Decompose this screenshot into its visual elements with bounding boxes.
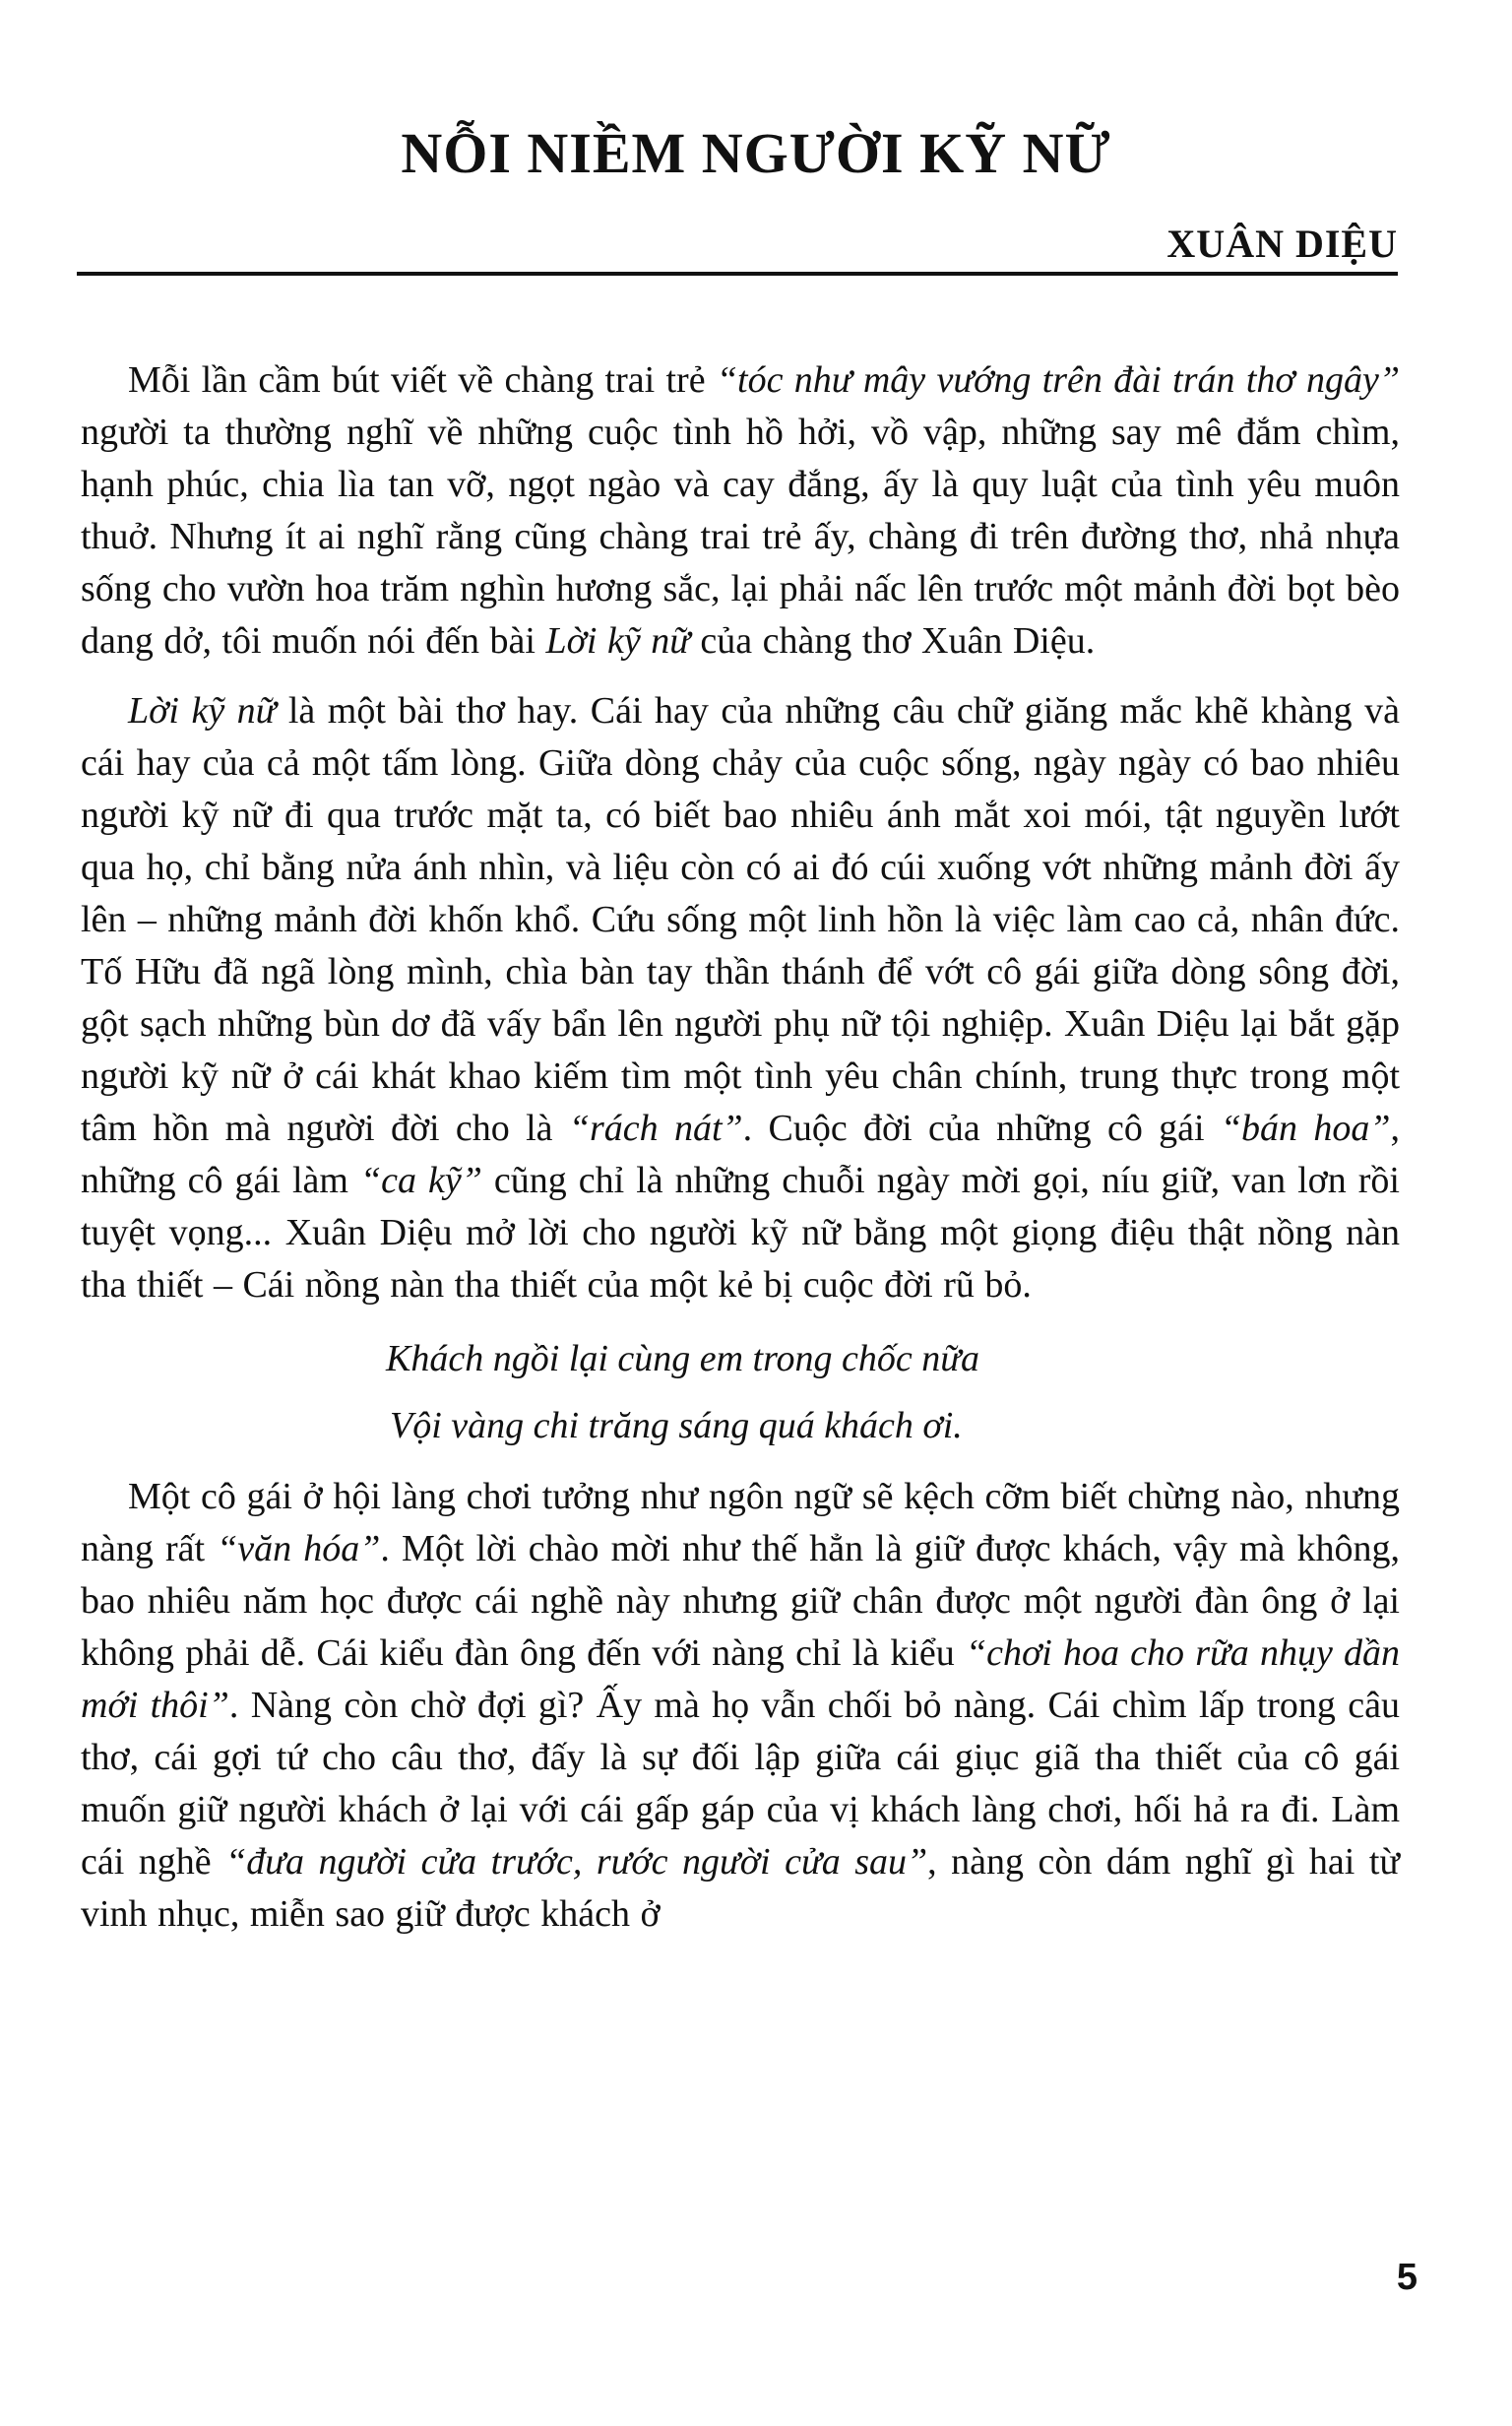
text-run: Mỗi lần cầm bút viết về chàng trai trẻ [128, 359, 717, 401]
poem-lines [81, 1325, 1400, 1459]
italic-quote: “đưa người cửa trước, rước người cửa sau” [225, 1841, 928, 1883]
italic-quote: “văn hóa” [217, 1528, 381, 1569]
italic-title: Lời kỹ nữ [128, 690, 277, 732]
text-run: của chàng thơ Xuân Diệu. [689, 620, 1096, 662]
paragraph-3 [81, 1471, 1400, 1941]
article-body [81, 354, 1400, 1958]
text-run: , nàng còn dám nghĩ gì hai từ vinh nhục, miễn sao giữ được khách ở [81, 1841, 1400, 1935]
italic-quote: “chơi hoa cho rữa nhụy dần mới thôi” [81, 1632, 1400, 1726]
page-title: NỖI NIỀM NGƯỜI KỸ NỮ [401, 121, 1111, 185]
paragraph-1 [81, 354, 1400, 668]
italic-quote: “rách nát” [568, 1108, 743, 1149]
text-run: người ta thường nghĩ về những cuộc tình hồ hởi, vồ vập, những say mê đắm chìm, hạnh phúc, chia lìa tan vỡ, ngọt ngào và cay đắng, ấy là quy luật của tình yêu muôn thuở. Nhưng ít ai nghĩ rằng cũng chàng trai trẻ ấy, chàng đi trên đường thơ, nhả nhựa sống cho vườn hoa trăm nghìn hương sắc, lại phải nấc lên trước một mảnh đời bọt bèo dang dở, tôi muốn nói đến bài [81, 412, 1400, 662]
italic-quote: “bán hoa” [1220, 1108, 1391, 1149]
text-run: là một bài thơ hay. Cái hay của những câu chữ giăng mắc khẽ khàng và cái hay của cả một tấm lòng. Giữa dòng chảy của cuộc sống, ngày ngày có bao nhiêu người kỹ nữ đi qua trước mặt ta, có biết bao nhiêu ánh mắt xoi mói, tật nguyền lướt qua họ, chỉ bằng nửa ánh nhìn, và liệu còn có ai đó cúi xuống vớt những mảnh đời ấy lên – những mảnh đời khốn khổ. Cứu sống một linh hồn là việc làm cao cả, nhân đức. Tố Hữu đã ngã lòng mình, chìa bàn tay thần thánh để vớt cô gái giữa dòng sông đời, gột sạch những bùn dơ đã vấy bẩn lên người phụ nữ tội nghiệp. Xuân Diệu lại bắt gặp người kỹ nữ ở cái khát khao kiếm tìm một tình yêu chân chính, trung thực trong một tâm hồn mà người đời cho là [81, 690, 1400, 1149]
italic-quote: “ca kỹ” [359, 1160, 482, 1201]
poem-line-2: Vội vàng chi trăng sáng quá khách ơi. [390, 1405, 963, 1446]
paragraph-2 [81, 685, 1400, 1311]
text-run: . Cuộc đời của những cô gái [742, 1108, 1221, 1149]
title-divider [77, 272, 1398, 276]
poem-line-1: Khách ngồi lại cùng em trong chốc nữa [386, 1338, 979, 1379]
text-run: . Nàng còn chờ đợi gì? Ấy mà họ vẫn chối bỏ nàng. Cái chìm lấp trong câu thơ, cái gợi tứ cho câu thơ, đấy là sự đối lập giữa cái giục giã tha thiết của cô gái muốn giữ người khách ở lại với cái gấp gáp của vị khách làng chơi, hối hả ra đi. Làm cái nghề [81, 1685, 1400, 1883]
italic-title: Lời kỹ nữ [545, 620, 690, 662]
poem-excerpt [81, 1325, 1400, 1459]
text-run: , những cô gái làm [81, 1108, 1400, 1201]
text-run: Một cô gái ở hội làng chơi tưởng như ngôn ngữ sẽ kệch cỡm biết chừng nào, nhưng nàng rất [81, 1476, 1400, 1569]
text-run: . Một lời chào mời như thế hẳn là giữ được khách, vậy mà không, bao nhiêu năm học được cái nghề này nhưng giữ chân được một người đàn ông ở lại không phải dễ. Cái kiểu đàn ông đến với nàng chỉ là kiểu [81, 1528, 1400, 1674]
text-run: cũng chỉ là những chuỗi ngày mời gọi, níu giữ, van lơn rồi tuyệt vọng... Xuân Diệu mở lời cho người kỹ nữ bằng một giọng điệu thật nồng nàn tha thiết – Cái nồng nàn tha thiết của một kẻ bị cuộc đời rũ bỏ. [81, 1160, 1400, 1306]
page-number: 5 [1396, 2257, 1418, 2298]
author-name: XUÂN DIỆU [1166, 222, 1398, 266]
italic-quote: “tóc như mây vướng trên đài trán thơ ngây” [716, 359, 1400, 401]
